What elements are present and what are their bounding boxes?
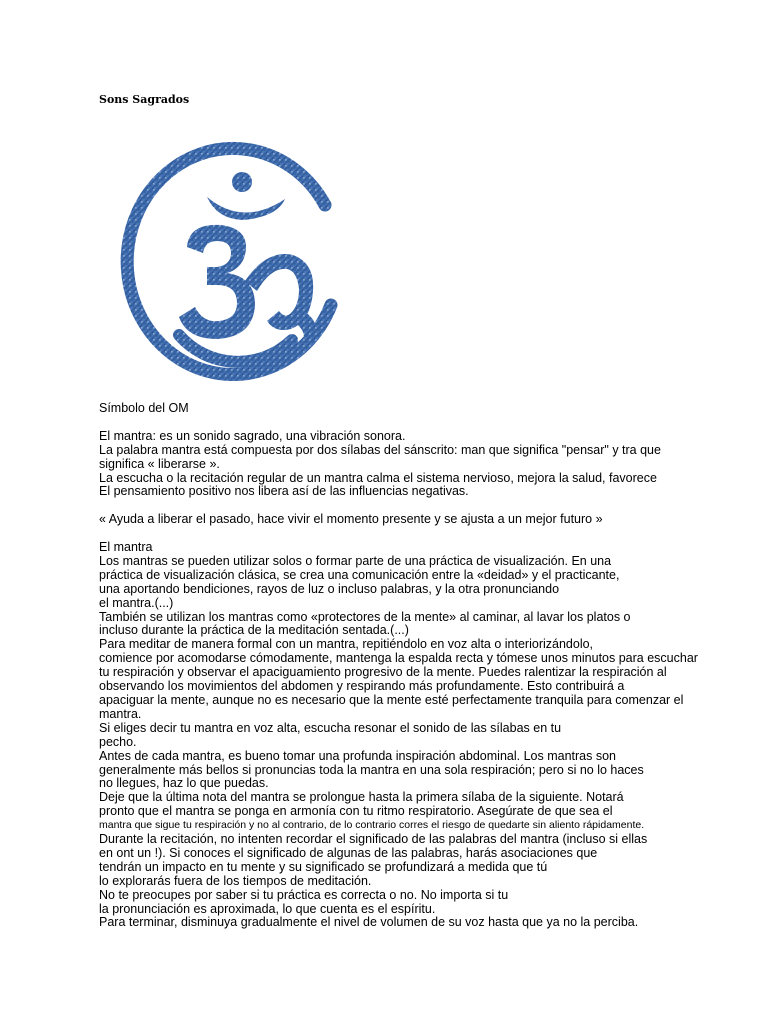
text-line: El pensamiento positivo nos libera así de las influencias negativas. bbox=[99, 484, 469, 499]
text-line: Para meditar de manera formal con un mantra, repitiéndolo en voz alta o interiorizándolo, bbox=[99, 637, 594, 652]
text-line: tendrán un impacto en tu mente y su significado se profundizará a medida que tú bbox=[99, 859, 548, 874]
text-line: en ont un !). Si conoces el significado de algunas de las palabras, harás asociaciones que bbox=[99, 845, 598, 860]
text-line: incluso durante la práctica de la meditación sentada.(...) bbox=[99, 623, 409, 638]
quote-line: « Ayuda a liberar el pasado, hace vivir el momento presente y se ajusta a un mejor futuro » bbox=[99, 512, 603, 527]
text-line: significa « liberarse ». bbox=[99, 456, 220, 471]
text-line: La escucha o la recitación regular de un mantra calma el sistema nervioso, mejora la salud, favorece bbox=[99, 470, 657, 485]
text-line: Antes de cada mantra, es bueno tomar una profunda inspiración abdominal. Los mantras son bbox=[99, 748, 616, 763]
text-line: no llegues, haz lo que puedas. bbox=[99, 776, 269, 791]
om-symbol-icon bbox=[117, 135, 353, 385]
text-line: observando los movimientos del abdomen y respirando más profundamente. Esto contribuirá a bbox=[99, 679, 625, 694]
text-line: La palabra mantra está compuesta por dos sílabas del sánscrito: man que significa "pensar" y tra que bbox=[99, 442, 661, 457]
image-caption: Símbolo del OM bbox=[99, 401, 189, 415]
page-title: Sons Sagrados bbox=[99, 93, 190, 106]
text-line: lo explorarás fuera de los tiempos de meditación. bbox=[99, 873, 372, 888]
text-line: práctica de visualización clásica, se crea una comunicación entre la «deidad» y el practicante, bbox=[99, 567, 620, 582]
text-line: la pronunciación es aproximada, lo que cuenta es el espíritu. bbox=[99, 901, 436, 916]
text-line: una aportando bendiciones, rayos de luz o incluso palabras, y la otra pronunciando bbox=[99, 581, 560, 596]
text-line: comience por acomodarse cómodamente, mantenga la espalda recta y tómese unos minutos para escuchar bbox=[99, 651, 698, 666]
text-line: mantra que sigue tu respiración y no al contrario, de lo contrario corres el riesgo de quedarte sin aliento rápidamente. bbox=[99, 819, 645, 832]
text-line bbox=[99, 499, 739, 513]
text-line: tu respiración y observar el apaciguamiento progresivo de la mente. Puedes ralentizar la respiración al bbox=[99, 665, 667, 680]
text-line: mantra. bbox=[99, 706, 142, 721]
text-line: Los mantras se pueden utilizar solos o formar parte de una práctica de visualización. En una bbox=[99, 553, 612, 568]
text-line: Para terminar, disminuya gradualmente el nivel de volumen de su voz hasta que ya no la perciba. bbox=[99, 915, 639, 930]
text-line: No te preocupes por saber si tu práctica es correcta o no. No importa si tu bbox=[99, 887, 509, 902]
text-line: pronto que el mantra se ponga en armonía con tu ritmo respiratorio. Asegúrate de que sea el bbox=[99, 804, 613, 819]
document-body bbox=[99, 402, 739, 930]
text-line: generalmente más bellos si pronuncias toda la mantra en una sola respiración; pero si no lo haces bbox=[99, 762, 644, 777]
spacer-line bbox=[99, 416, 739, 430]
text-line: pecho. bbox=[99, 734, 137, 749]
text-line: Deje que la última nota del mantra se prolongue hasta la primera sílaba de la siguiente. Notará bbox=[99, 790, 624, 805]
text-line: el mantra.(...) bbox=[99, 595, 174, 610]
text-line: Si eliges decir tu mantra en voz alta, escucha resonar el sonido de las sílabas en tu bbox=[99, 720, 562, 735]
text-line: apaciguar la mente, aunque no es necesario que la mente esté perfectamente tranquila para comenzar el bbox=[99, 692, 684, 707]
text-line bbox=[99, 527, 739, 541]
section-heading: El mantra bbox=[99, 540, 153, 555]
text-line: El mantra: es un sonido sagrado, una vibración sonora. bbox=[99, 428, 406, 443]
text-line: También se utilizan los mantras como «protectores de la mente» al caminar, al lavar los platos o bbox=[99, 609, 631, 624]
text-line: Durante la recitación, no intenten recordar el significado de las palabras del mantra (incluso si ellas bbox=[99, 832, 648, 847]
